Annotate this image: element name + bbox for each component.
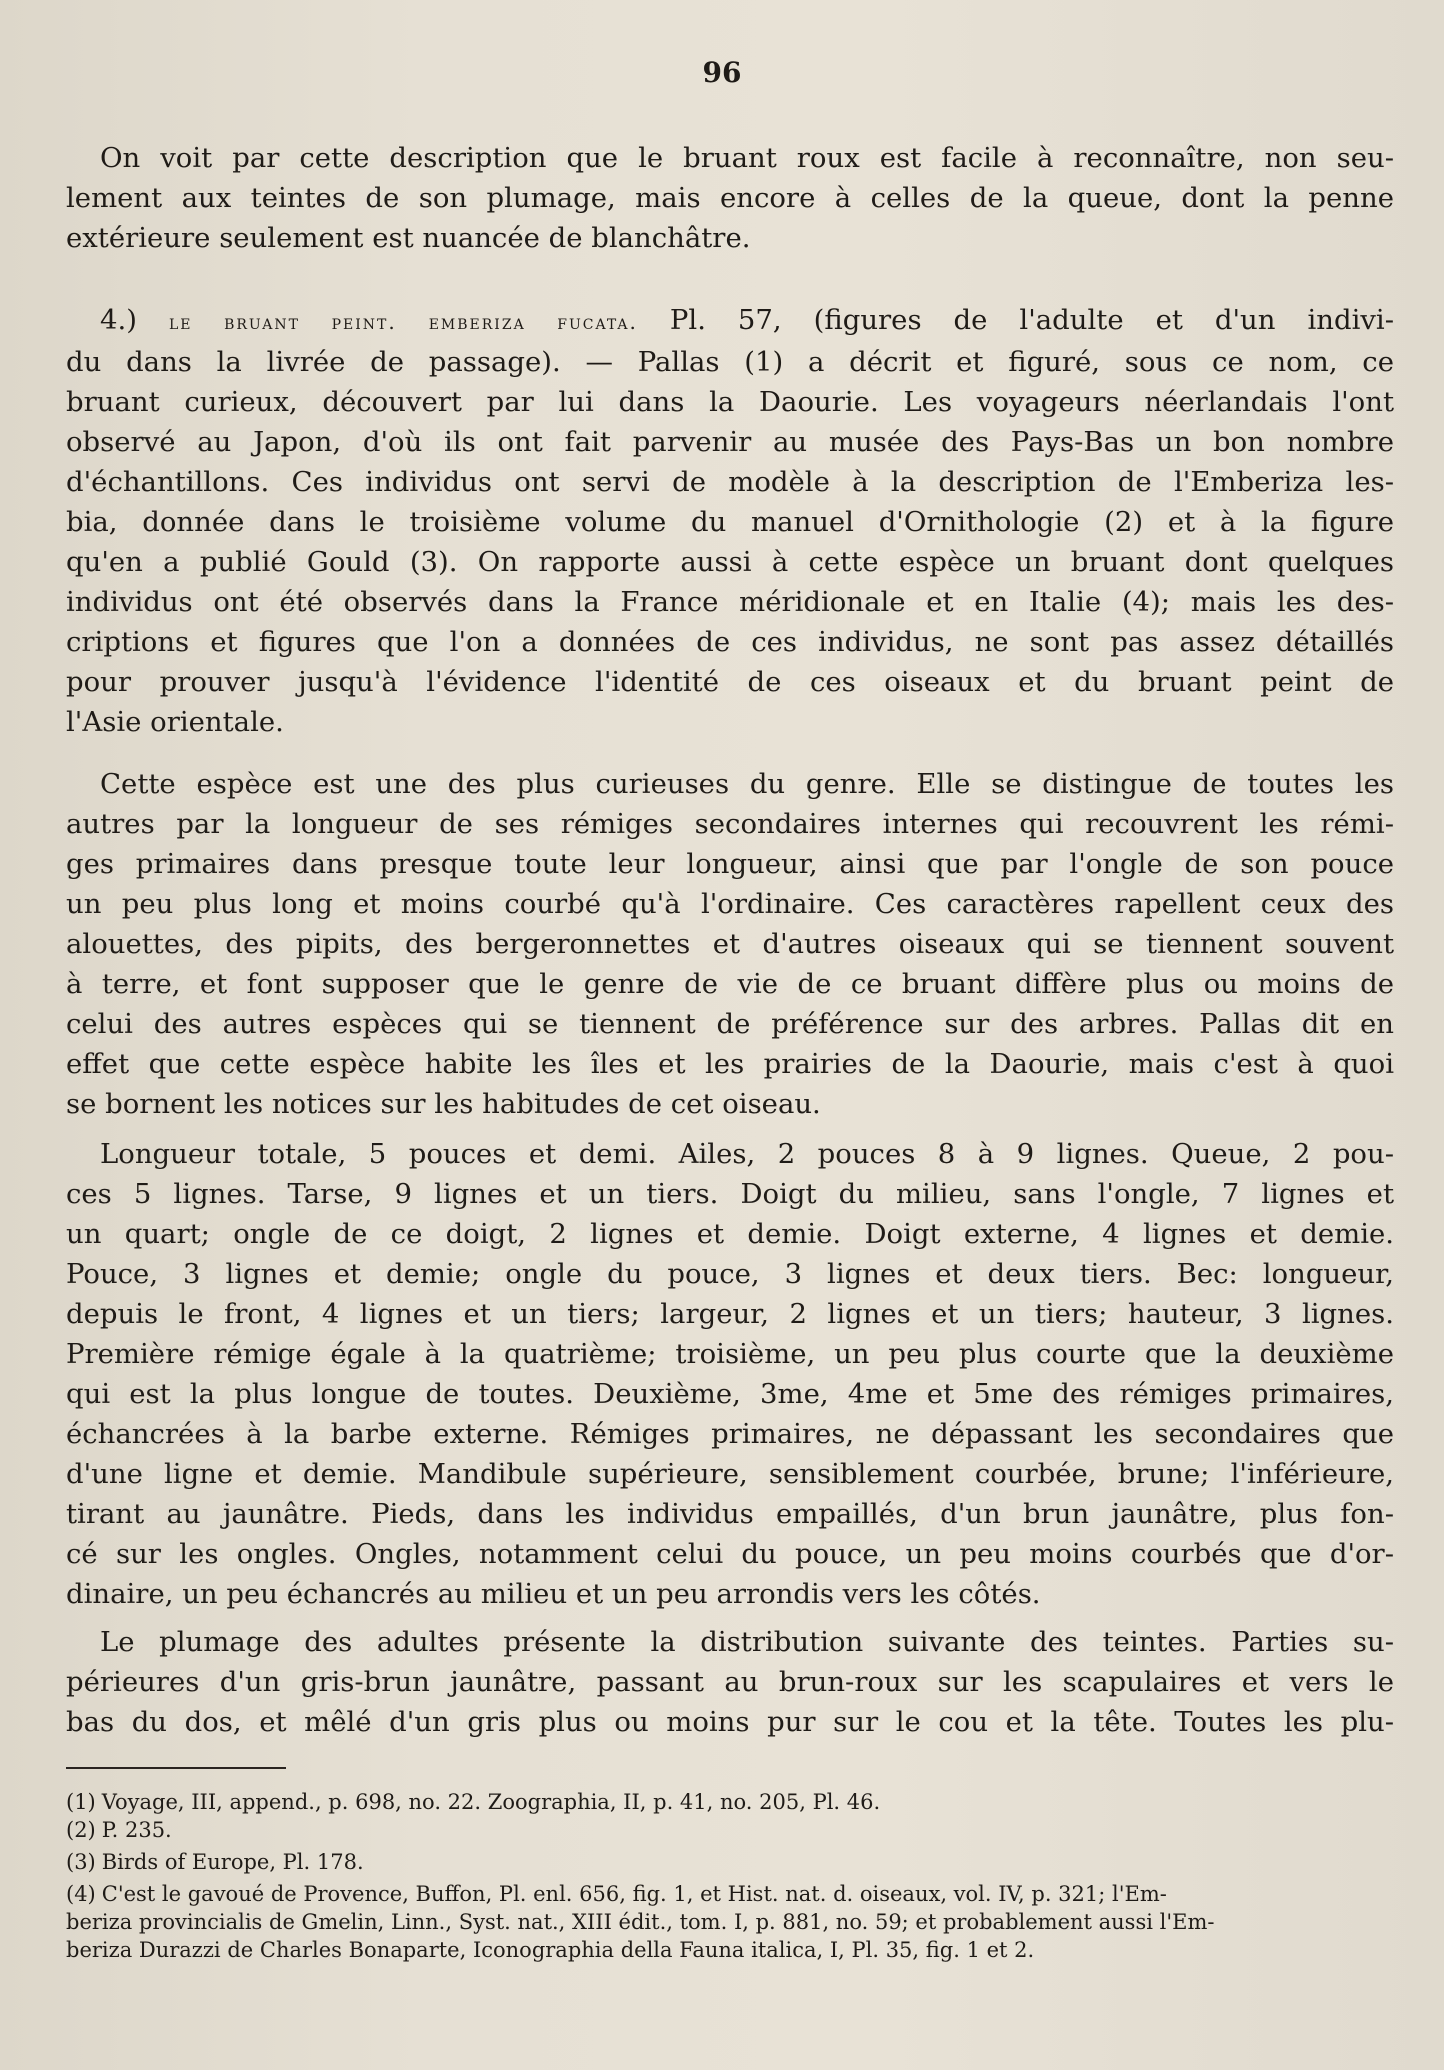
text-line: cé sur les ongles. Ongles, notamment celui du pouce, un peu moins courbés que d'or- (66, 1538, 1394, 1570)
footnote (66, 1848, 1394, 1876)
text-line: d'échantillons. Ces individus ont servi de modèle à la description de l'Emberiza les- (66, 466, 1394, 498)
text-line: bruant curieux, découvert par lui dans la Daourie. Les voyageurs néerlandais l'ont (66, 386, 1394, 418)
text-line: l'Asie orientale. (66, 706, 284, 738)
footnote-separator (66, 1767, 286, 1769)
text-line: bia, donnée dans le troisième volume du manuel d'Ornithologie (2) et à la figure (66, 506, 1394, 538)
footnote-text: C'est le gavoué de Provence, Buffon, Pl. enl. 656, fig. 1, et Hist. nat. d. oiseaux, vol. IV, p. 321; l'Em- (101, 1882, 1167, 1906)
footnote-text: P. 235. (101, 1818, 172, 1842)
text-line: dinaire, un peu échancrés au milieu et un peu arrondis vers les côtés. (66, 1578, 1041, 1610)
paragraph-species-4 (66, 300, 1394, 742)
text-line: celui des autres espèces qui se tiennent de préférence sur des arbres. Pallas dit en (66, 1008, 1394, 1040)
paragraph-3 (66, 764, 1394, 1124)
text-line: du dans la livrée de passage). — Pallas (1) a décrit et figuré, sous ce nom, ce (66, 346, 1394, 378)
text-line: autres par la longueur de ses rémiges secondaires internes qui recouvrent les rémi- (66, 808, 1394, 840)
text-line: ces 5 lignes. Tarse, 9 lignes et un tiers. Doigt du milieu, sans l'ongle, 7 lignes et (66, 1178, 1394, 1210)
footnote-continuation (66, 1908, 1394, 1936)
species-number: 4.) (100, 304, 137, 336)
footnote-text: Voyage, III, append., p. 698, no. 22. Zoographia, II, p. 41, no. 205, Pl. 46. (101, 1790, 881, 1814)
footnotes (66, 1788, 1394, 1964)
text-line: à terre, et font supposer que le genre de vie de ce bruant diffère plus ou moins de (66, 968, 1394, 1000)
footnote-mark: (1) (66, 1790, 96, 1814)
footnote (66, 1816, 1394, 1844)
text-line: Pouce, 3 lignes et demie; ongle du pouce, 3 lignes et deux tiers. Bec: longueur, (66, 1258, 1394, 1290)
paragraph-1 (66, 138, 1394, 258)
footnote-mark: (4) (66, 1882, 96, 1906)
text-line: Longueur totale, 5 pouces et demi. Ailes, 2 pouces 8 à 9 lignes. Queue, 2 pou- (100, 1138, 1394, 1170)
footnote-text: beriza provincialis de Gmelin, Linn., Syst. nat., XIII édit., tom. I, p. 881, no. 59; et probablement aussi l'Em- (66, 1910, 1215, 1934)
footnote-mark: (2) (66, 1818, 96, 1842)
species-heading-rest: Pl. 57, (figures de l'adulte et d'un indivi- (669, 304, 1394, 336)
species-heading-line (66, 300, 1394, 342)
text-line: individus ont été observés dans la France méridionale et en Italie (4); mais les des- (66, 586, 1394, 618)
text-line: criptions et figures que l'on a données de ces individus, ne sont pas assez détaillés (66, 626, 1394, 658)
text-line: Cette espèce est une des plus curieuses du genre. Elle se distingue de toutes les (100, 768, 1394, 800)
text-line: un peu plus long et moins courbé qu'à l'ordinaire. Ces caractères rapellent ceux des (66, 888, 1394, 920)
text-line: périeures d'un gris-brun jaunâtre, passant au brun-roux sur les scapulaires et vers le (66, 1666, 1394, 1698)
footnote (66, 1880, 1394, 1908)
text-line: Première rémige égale à la quatrième; troisième, un peu plus courte que la deuxième (66, 1338, 1394, 1370)
text-line: bas du dos, et mêlé d'un gris plus ou moins pur sur le cou et la tête. Toutes les plu- (66, 1706, 1394, 1738)
text-line: qu'en a publié Gould (3). On rapporte aussi à cette espèce un bruant dont quelques (66, 546, 1394, 578)
text-line: échancrées à la barbe externe. Rémiges primaires, ne dépassant les secondaires que (66, 1418, 1394, 1450)
footnote-text: Birds of Europe, Pl. 178. (101, 1850, 364, 1874)
footnote-mark: (3) (66, 1850, 96, 1874)
text-line: tirant au jaunâtre. Pieds, dans les individus empaillés, d'un brun jaunâtre, plus fon- (66, 1498, 1394, 1530)
footnote (66, 1788, 1394, 1816)
paragraph-measurements (66, 1134, 1394, 1614)
footnote-continuation (66, 1936, 1394, 1964)
text-line: un quart; ongle de ce doigt, 2 lignes et demie. Doigt externe, 4 lignes et demie. (66, 1218, 1394, 1250)
text-line: extérieure seulement est nuancée de blanchâtre. (66, 222, 751, 254)
text-line: Le plumage des adultes présente la distribution suivante des teintes. Parties su- (100, 1626, 1394, 1658)
text-line: pour prouver jusqu'à l'évidence l'identité de ces oiseaux et du bruant peint de (66, 666, 1394, 698)
page-number: 96 (702, 56, 742, 89)
text-line: lement aux teintes de son plumage, mais encore à celles de la queue, dont la penne (66, 182, 1394, 214)
species-latin-name: emberiza fucata. (428, 310, 638, 334)
text-line: qui est la plus longue de toutes. Deuxième, 3me, 4me et 5me des rémiges primaires, (66, 1378, 1394, 1410)
text-line: On voit par cette description que le bruant roux est facile à reconnaître, non seu- (100, 142, 1394, 174)
text-line: observé au Japon, d'où ils ont fait parvenir au musée des Pays-Bas un bon nombre (66, 426, 1394, 458)
text-line: ges primaires dans presque toute leur longueur, ainsi que par l'ongle de son pouce (66, 848, 1394, 880)
species-common-name: le bruant peint. (168, 310, 397, 334)
text-line: depuis le front, 4 lignes et un tiers; largeur, 2 lignes et un tiers; hauteur, 3 lignes. (66, 1298, 1394, 1330)
paragraph-plumage (66, 1622, 1394, 1742)
text-line: alouettes, des pipits, des bergeronnettes et d'autres oiseaux qui se tiennent souvent (66, 928, 1394, 960)
text-line: effet que cette espèce habite les îles et les prairies de la Daourie, mais c'est à quoi (66, 1048, 1394, 1080)
text-line: d'une ligne et demie. Mandibule supérieure, sensiblement courbée, brune; l'inférieure, (66, 1458, 1394, 1490)
text-line: se bornent les notices sur les habitudes de cet oiseau. (66, 1088, 821, 1120)
footnote-text: beriza Durazzi de Charles Bonaparte, Iconographia della Fauna italica, I, Pl. 35, fig. 1 et 2. (66, 1938, 1035, 1962)
